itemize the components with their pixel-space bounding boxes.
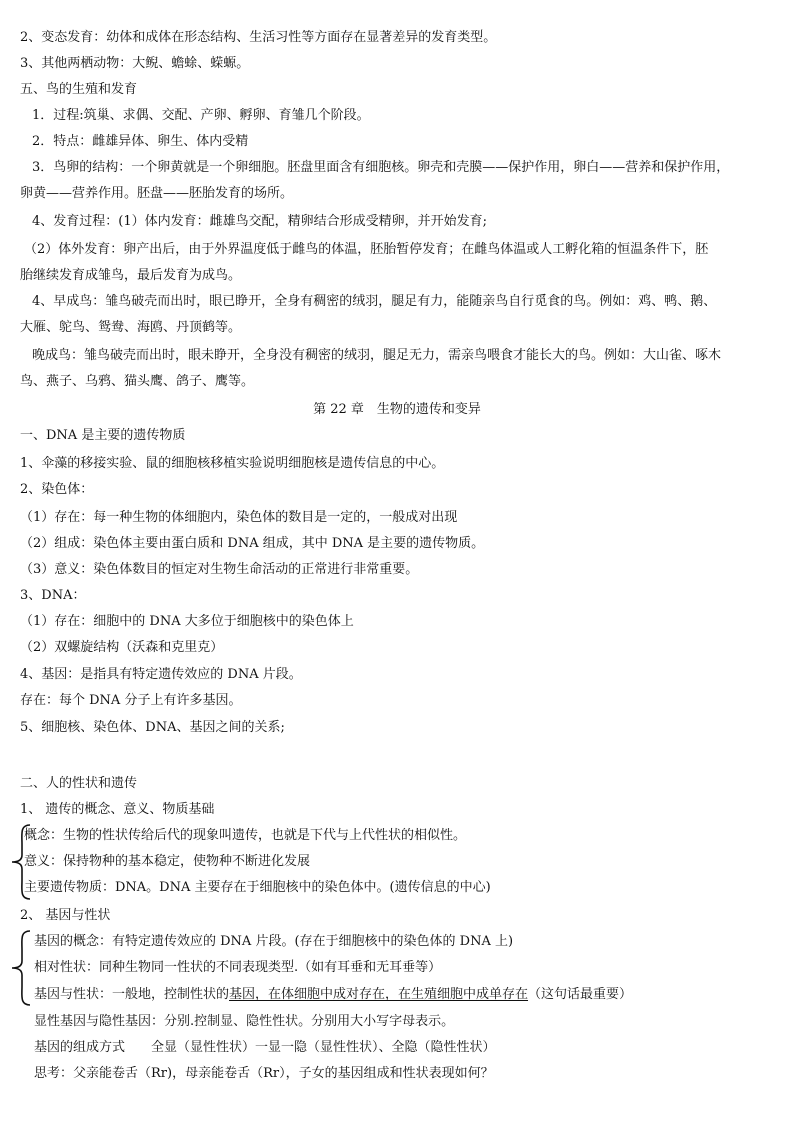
text-line: 胎继续发育成雏鸟，最后发育为成鸟。 — [20, 268, 242, 283]
text-line: 存在：每个 DNA 分子上有许多基因。 — [20, 693, 242, 708]
text-line: 2．特点：雌雄异体、卵生、体内受精 — [32, 134, 249, 149]
gene-trait-prefix: 基因与性状：一般地，控制性状的 — [34, 987, 230, 1002]
text-line: 1．过程:筑巢、求偶、交配、产卵、孵卵、育雏几个阶段。 — [32, 108, 370, 123]
text-line: 5、细胞核、染色体、DNA、基因之间的关系; — [20, 720, 285, 735]
text-line: 4、基因：是指具有特定遗传效应的 DNA 片段。 — [20, 667, 302, 682]
question-line: 思考：父亲能卷舌（Rr)，母亲能卷舌（Rr），子女的基因组成和性状表现如何？ — [34, 1066, 494, 1081]
text-line: 2、变态发育：幼体和成体在形态结构、生活习性等方面存在显著差异的发育类型。 — [20, 30, 497, 45]
text-line: 3、DNA： — [20, 588, 86, 603]
text-line: 2、染色体： — [20, 482, 94, 497]
text-line: 晚成鸟：雏鸟破壳而出时，眼未睁开，全身没有稠密的绒羽，腿足无力，需亲鸟喂食才能长大的鸟。例如：大山雀、啄木 — [32, 348, 722, 363]
section-heading: 一、DNA 是主要的遗传物质 — [20, 428, 186, 443]
text-line: （2）组成：染色体主要由蛋白质和 DNA 组成，其中 DNA 是主要的遗传物质。 — [20, 536, 485, 551]
chapter-title: 第 22 章 生物的遗传和变异 — [313, 402, 481, 417]
curly-brace-icon — [8, 928, 34, 1008]
text-line: 3．鸟卵的结构：一个卵黄就是一个卵细胞。胚盘里面含有细胞核。卵壳和壳膜——保护作用，卵白——营养和保护作用， — [32, 160, 730, 175]
text-line: （1）存在：每一种生物的体细胞内，染色体的数目是一定的，一般成对出现 — [20, 510, 458, 525]
text-line: 1、伞藻的移接实验、鼠的细胞核移植实验说明细胞核是遗传信息的中心。 — [20, 456, 445, 471]
text-line: 主要遗传物质：DNA。DNA 主要存在于细胞核中的染色体中。(遗传信息的中心) — [24, 880, 491, 895]
text-line: 1、 遗传的概念、意义、物质基础 — [20, 802, 215, 817]
gene-trait-suffix: （这句话最重要） — [528, 987, 633, 1002]
text-line: 4、早成鸟：雏鸟破壳而出时，眼已睁开，全身有稠密的绒羽，腿足有力，能随亲鸟自行觅食的鸟。例如：鸡、鸭、鹅、 — [32, 294, 717, 309]
text-line: 3、其他两栖动物：大鲵、蟾蜍、蝾螈。 — [20, 56, 250, 71]
text-line: （2）体外发育：卵产出后，由于外界温度低于雌鸟的体温，胚胎暂停发育；在雌鸟体温或人工孵化箱的恒温条件下，胚 — [24, 242, 709, 257]
text-line: 大雁、鸵鸟、鸳鸯、海鸥、丹顶鹤等。 — [20, 320, 242, 335]
section-heading: 二、人的性状和遗传 — [20, 776, 138, 791]
text-line: 鸟、燕子、乌鸦、猫头鹰、鸽子、鹰等。 — [20, 374, 255, 389]
text-line: 概念：生物的性状传给后代的现象叫遗传，也就是下代与上代性状的相似性。 — [24, 828, 467, 843]
text-line: 相对性状：同种生物同一性状的不同表现类型.（如有耳垂和无耳垂等） — [34, 960, 442, 975]
gene-trait-key-sentence: 基因，在体细胞中成对存在，在生殖细胞中成单存在 — [229, 987, 529, 1002]
text-line: 4、发育过程：(1）体内发育：雌雄鸟交配，精卵结合形成受精卵，并开始发育; — [32, 214, 487, 229]
text-line: 卵黄——营养作用。胚盘——胚胎发育的场所。 — [20, 186, 294, 201]
section-heading: 五、鸟的生殖和发育 — [20, 82, 138, 97]
text-line: 2、 基因与性状 — [20, 908, 111, 923]
text-line: （1）存在：细胞中的 DNA 大多位于细胞核中的染色体上 — [20, 614, 354, 629]
text-line: （3）意义：染色体数目的恒定对生物生命活动的正常进行非常重要。 — [20, 562, 419, 577]
text-line: 意义：保持物种的基本稳定，使物种不断进化发展 — [24, 854, 311, 869]
text-line: 基因的概念：有特定遗传效应的 DNA 片段。(存在于细胞核中的染色体的 DNA 上) — [34, 934, 514, 949]
text-line: （2）双螺旋结构（沃森和克里克） — [20, 640, 224, 655]
text-line: 基因的组成方式 全显（显性性状）一显一隐（显性性状）、全隐（隐性性状） — [34, 1040, 496, 1055]
text-line: 显性基因与隐性基因：分别.控制显、隐性性状。分别用大小写字母表示。 — [34, 1014, 455, 1029]
gene-trait-line — [34, 982, 774, 1008]
